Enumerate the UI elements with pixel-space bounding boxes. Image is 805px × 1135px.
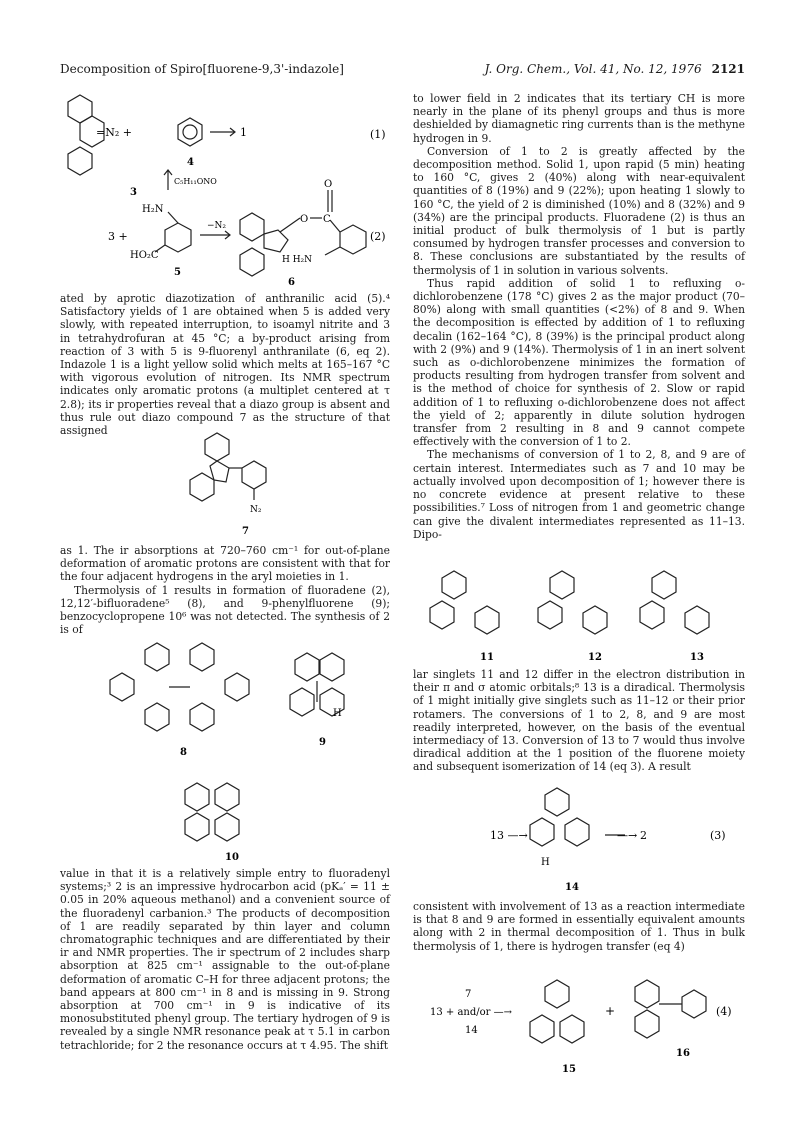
minus-n2-label: −N₂ bbox=[207, 221, 227, 231]
compound-7-figure bbox=[180, 430, 290, 540]
carbon-label: C bbox=[323, 214, 331, 225]
compound-14-label: 14 bbox=[565, 882, 579, 893]
reagent-label: C₅H₁₁ONO bbox=[174, 177, 217, 186]
left-paragraph-1: ated by aprotic diazotization of anthranilic acid (5).⁴ Satisfactory yields of 1 are obtained when 5 is added very slowly, with repeated interruption, to isoamyl nitrite and 3 in tetrahydrofuran at 45 °C; a by-product arising from reaction of 3 with 5 is 9-fluorenyl anthranilate (6, eq 2). Indazole 1 is a light yellow solid which melts at 165–167 °C with vigorous evolution of nitrogen. Its NMR spectrum indicates only aromatic protons (a multiplet centered at τ 2.8); its ir properties reveal that a diazo group is absent and thus rule out diazo compound 7 as the structure of that assigned bbox=[60, 292, 390, 438]
intermediates-structures bbox=[420, 568, 745, 666]
product-1-label: 1 bbox=[240, 126, 247, 139]
right-column-block-3 bbox=[413, 900, 745, 953]
right-paragraph-1: to lower field in 2 indicates that its tertiary CH is more nearly in the plane of its phenyl groups and thus is more deshielded by diamagnetic ring currents than is the methyne hydrogen in 9. bbox=[413, 92, 745, 145]
eq3-h: H bbox=[541, 857, 550, 868]
eq3-product-2: 2 bbox=[640, 829, 647, 842]
n2-label: =N₂ + bbox=[96, 126, 132, 139]
equation-number-1: (1) bbox=[370, 128, 386, 141]
intermediate-11-label: 11 bbox=[480, 652, 494, 663]
compound-6-label: 6 bbox=[288, 277, 295, 288]
right-paragraph-6: consistent with involvement of 13 as a reaction intermediate is that 8 and 9 are formed in essentially equivalent amounts along with 2 in thermal decomposition of 1. Thus in bulk thermolysis of 1, there is hydrogen transfer (eq 4) bbox=[413, 900, 745, 953]
left-paragraph-2: as 1. The ir absorptions at 720–760 cm⁻¹ for out-of-plane deformation of aromatic protons are consistent with that for the four adjacent hydrogens in the aryl moieties in 1. bbox=[60, 544, 390, 584]
right-paragraph-2: Conversion of 1 to 2 is greatly affected by the decomposition method. Solid 1, upon rapid (5 min) heating to 160 °C, gives 2 (40%) along with near-equivalent quantities of 8 (19%) and 9 (22%); upon heating 1 slowly to 160 °C, the yield of 2 is diminished (10%) and 8 (32%) and 9 (34%) are the principal products. Fluoradene (2) is thus an initial product of bulk thermolysis of 1 but is partly consumed by hydrogen transfer processes and conversion to 8. These conclusions are substantiated by the results of thermolysis of 1 in solution in various solvents. bbox=[413, 144, 745, 277]
h2n-label: H₂N bbox=[142, 204, 164, 215]
running-header bbox=[60, 62, 745, 78]
compound-7-structure bbox=[180, 430, 290, 540]
equation-3-structure bbox=[455, 780, 745, 895]
compound-8-label: 8 bbox=[180, 747, 187, 758]
right-column-block-2 bbox=[413, 668, 745, 774]
equation-4-figure bbox=[420, 972, 745, 1082]
left-paragraph-3: Thermolysis of 1 results in formation of fluoradene (2), 12,12′-bifluoradene⁵ (8), and 9-phenylfluorene (9); benzocyclopropene 10⁶ was not detected. The synthesis of 2 is of bbox=[60, 583, 390, 637]
compound-9-h: H bbox=[333, 708, 342, 719]
eq4-plus: + bbox=[605, 1004, 616, 1018]
left-paragraph-4: value in that it is a relatively simple entry to fluoradenyl systems;³ 2 is an impressive hydrocarbon acid (pKₐ′ = 11 ± 0.05 in 20% aqueous methanol) and a convenient source of the fluoradenyl carbanion.³ The products of decomposition of 1 are readily separated by thin layer and column chromatographic techniques and are differentiated by their ir and NMR properties. The ir spectrum of 2 includes sharp absorption at 825 cm⁻¹ assignable to the out-of-plane deformation of aromatic C–H for three adjacent protons; the band appears at 800 cm⁻¹ in 8 and is missing in 9. Strong absorption at 700 cm⁻¹ in 9 is indicative of its monosubstituted phenyl group. The tertiary hydrogen of 9 is revealed by a single NMR resonance peak at τ 5.1 in carbon tetrachloride; for 2 the resonance occurs at τ 4.95. The shift bbox=[60, 867, 390, 1052]
scheme-drawing bbox=[60, 90, 400, 290]
eq4-compound-14: 14 bbox=[465, 1025, 478, 1036]
eq4-lhs: 13 + and/or —→ bbox=[430, 1007, 512, 1018]
equation-number-4: (4) bbox=[716, 1005, 732, 1018]
compounds-8-9-10-structures bbox=[95, 640, 395, 865]
right-column-block-1 bbox=[413, 92, 745, 541]
intermediate-12-label: 12 bbox=[588, 652, 602, 663]
intermediate-13-label: 13 bbox=[690, 652, 704, 663]
header-citation bbox=[485, 62, 745, 76]
carbonyl-oxygen-label: O bbox=[324, 179, 333, 190]
compound-9-label: 9 bbox=[319, 737, 326, 748]
left-column-block-1 bbox=[60, 292, 390, 437]
scheme-equations-1-2 bbox=[60, 90, 400, 290]
compound-4-label: 4 bbox=[187, 157, 194, 168]
right-paragraph-4: The mechanisms of conversion of 1 to 2, 8, and 9 are of certain interest. Intermediates such as 7 and 10 may be actually involved upon decomposition of 1; however there is no concrete evidence at present relative to these possibilities.⁷ Loss of nitrogen from 1 and geometric change can give the divalent intermediates represented as 11–13. Dipo- bbox=[413, 448, 745, 541]
compounds-8-9-10-figure bbox=[95, 640, 395, 865]
compound-7-n2: N₂ bbox=[250, 505, 262, 515]
compound-7-label: 7 bbox=[242, 526, 249, 537]
compound-3-label: 3 bbox=[130, 187, 137, 198]
three-plus-label: 3 + bbox=[108, 230, 128, 243]
page-number: 2121 bbox=[711, 62, 745, 76]
h-h2n-label: H H₂N bbox=[282, 255, 313, 265]
equation-number-3: (3) bbox=[710, 829, 726, 842]
equation-4-structure bbox=[420, 972, 745, 1082]
eq4-compound-7: 7 bbox=[465, 989, 472, 1000]
eq3-arrow: —→ bbox=[617, 829, 638, 842]
eq3-lhs: 13 —→ bbox=[490, 829, 528, 842]
right-paragraph-5: lar singlets 11 and 12 differ in the electron distribution in their π and σ atomic orbitals;⁸ 13 is a diradical. Thermolysis of 1 might initially give singlets such as 11–12 or their prior rotamers. The conversions of 1 to 2, 8, and 9 are most readily interpreted, however, on the basis of the eventual intermediacy of 13. Conversion of 13 to 7 would thus involve diradical addition at the 1 position of the fluorene moiety and subsequent isomerization of 14 (eq 3). A result bbox=[413, 668, 745, 774]
compound-16-label: 16 bbox=[676, 1048, 690, 1059]
equation-3-figure bbox=[455, 780, 745, 895]
compound-15-label: 15 bbox=[562, 1064, 576, 1075]
left-column-block-2 bbox=[60, 544, 390, 636]
compound-5-label: 5 bbox=[174, 267, 181, 278]
equation-number-2: (2) bbox=[370, 230, 386, 243]
oxygen-label: O bbox=[300, 214, 309, 225]
compound-10-label: 10 bbox=[225, 852, 239, 863]
left-column-block-3 bbox=[60, 867, 390, 1052]
ho2c-label: HO₂C bbox=[130, 250, 159, 261]
header-title: Decomposition of Spiro[fluorene-9,3'-indazole] bbox=[60, 62, 344, 76]
right-paragraph-3: Thus rapid addition of solid 1 to refluxing o-dichlorobenzene (178 °C) gives 2 as the major product (70–80%) along with small quantities (<2%) of 8 and 9. When the decomposition is effected by addition of 1 to refluxing decalin (162–164 °C), 8 (39%) is the principal product along with 2 (9%) and 9 (14%). Thermolysis of 1 in an inert solvent such as o-dichlorobenzene minimizes the formation of products resulting from hydrogen transfer from solvent and is the method of choice for synthesis of 2. Slow or rapid addition of 1 to refluxing o-dichlorobenzene does not affect the yield of 2; apparently in dilute solution hydrogen transfer from 2 resulting in 8 and 9 cannot compete effectively with the conversion of 1 to 2. bbox=[413, 276, 745, 449]
intermediates-11-13-figure bbox=[420, 568, 745, 666]
journal-citation: J. Org. Chem., Vol. 41, No. 12, 1976 bbox=[484, 62, 702, 76]
